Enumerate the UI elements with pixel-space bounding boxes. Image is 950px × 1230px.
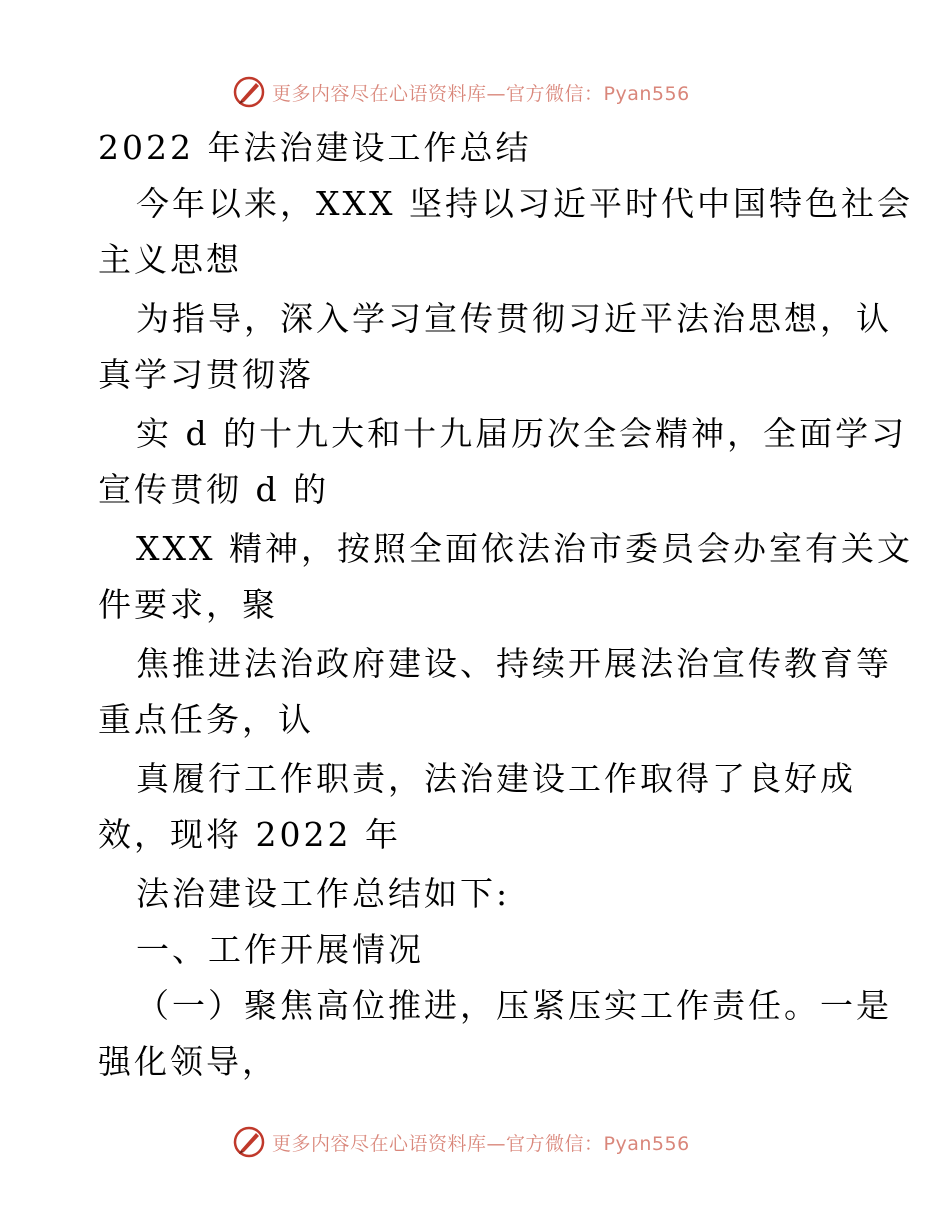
doc-line: 件要求，聚 xyxy=(98,585,278,624)
quill-pen-logo-icon xyxy=(232,1125,266,1159)
doc-line: 真履行工作职责，法治建设工作取得了良好成 xyxy=(136,759,856,798)
doc-line: 法治建设工作总结如下: xyxy=(136,874,511,913)
doc-line: 重点任务，认 xyxy=(98,700,314,739)
subsection-heading: （一）聚焦高位推进，压紧压实工作责任。一是 xyxy=(136,986,892,1025)
watermark-footer xyxy=(232,1122,690,1162)
doc-line: 宣传贯彻 d 的 xyxy=(98,470,330,509)
doc-line: 强化领导， xyxy=(98,1042,278,1081)
doc-line: 焦推进法治政府建设、持续开展法治宣传教育等 xyxy=(136,644,892,683)
doc-line: 真学习贯彻落 xyxy=(98,355,314,394)
doc-title: 2022 年法治建设工作总结 xyxy=(98,128,532,167)
watermark-header-text: 更多内容尽在心语资料库—官方微信：Pyan556 xyxy=(272,82,690,105)
quill-pen-logo-icon xyxy=(232,75,266,109)
doc-line: 实 d 的十九大和十九届历次全会精神，全面学习 xyxy=(136,414,908,453)
doc-line: 为指导，深入学习宣传贯彻习近平法治思想，认 xyxy=(136,299,892,338)
watermark-header xyxy=(232,72,690,112)
doc-line: 主义思想 xyxy=(98,240,242,279)
doc-line: 效，现将 2022 年 xyxy=(98,815,401,854)
section-heading: 一、工作开展情况 xyxy=(136,930,424,969)
watermark-footer-text: 更多内容尽在心语资料库—官方微信：Pyan556 xyxy=(272,1132,690,1155)
document-body xyxy=(98,120,913,1090)
doc-line: 今年以来，XXX 坚持以习近平时代中国特色社会 xyxy=(136,184,913,223)
doc-line: XXX 精神，按照全面依法治市委员会办室有关文 xyxy=(136,529,913,568)
